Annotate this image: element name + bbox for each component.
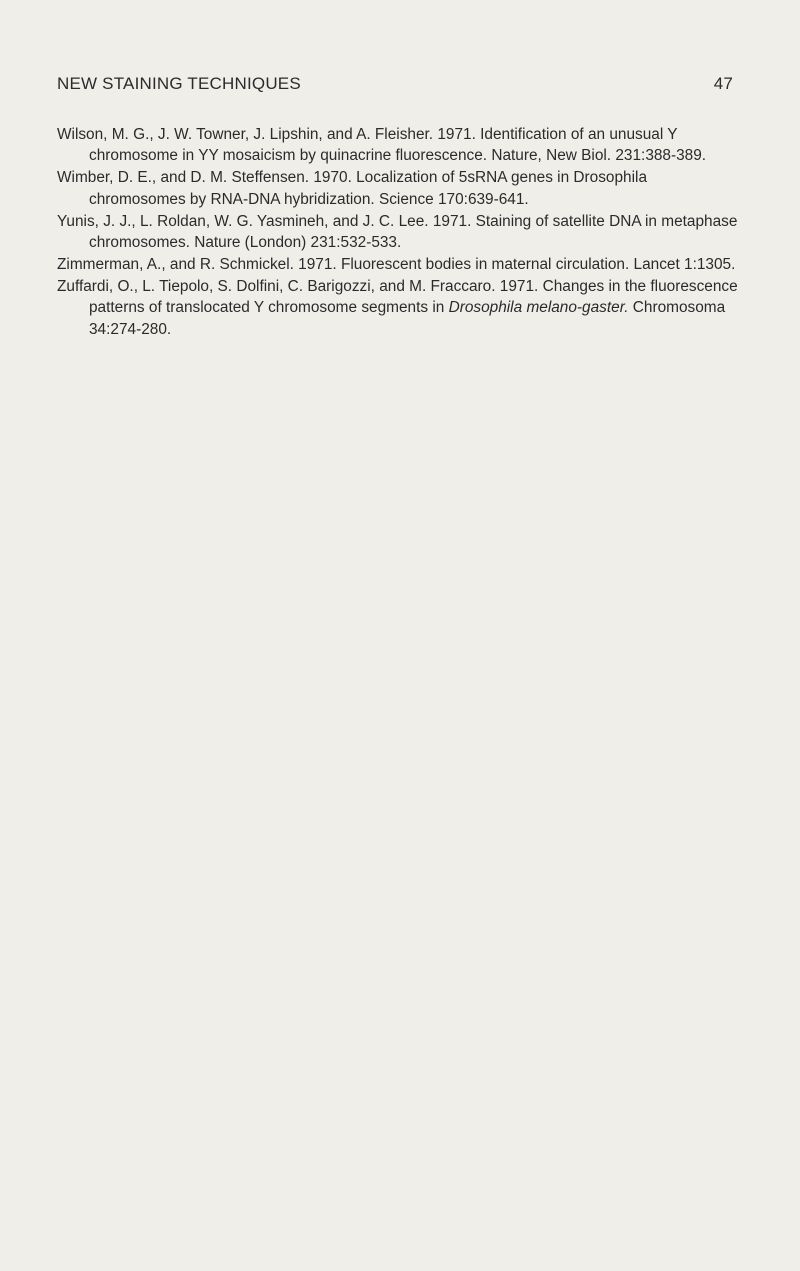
page-number: 47	[713, 74, 733, 93]
reference-entry	[57, 276, 741, 340]
reference-entry: Zimmerman, A., and R. Schmickel. 1971. Fluorescent bodies in maternal circulation. Lancet 1:1305.	[57, 255, 736, 273]
reference-text: Zuffardi, O., L. Tiepolo, S. Dolfini, C. Barigozzi, and M. Fraccaro. 1971. Changes in the fluorescence patterns of translocated Y chromosome segments in	[57, 277, 738, 317]
reference-entry: Wimber, D. E., and D. M. Steffensen. 1970. Localization of 5sRNA genes in Drosophila chromosomes by RNA-DNA hybridization. Science 170:639-641.	[57, 169, 647, 208]
reference-entry: Yunis, J. J., L. Roldan, W. G. Yasmineh, and J. C. Lee. 1971. Staining of satellite DNA in metaphase chromosomes. Nature (London) 231:532-533.	[57, 212, 738, 252]
running-head-title: NEW STAINING TECHNIQUES	[57, 74, 301, 93]
running-head	[57, 74, 733, 94]
reference-entry: Wilson, M. G., J. W. Towner, J. Lipshin, and A. Fleisher. 1971. Identification of an unusual Y chromosome in YY mosaicism by quinacrine fluorescence. Nature, New Biol. 231:388-389.	[57, 126, 707, 165]
species-name: Drosophila melano-gaster.	[448, 299, 629, 317]
reference-text-end: Chromosoma 34:274-280.	[89, 299, 726, 338]
reference-list	[57, 124, 741, 341]
